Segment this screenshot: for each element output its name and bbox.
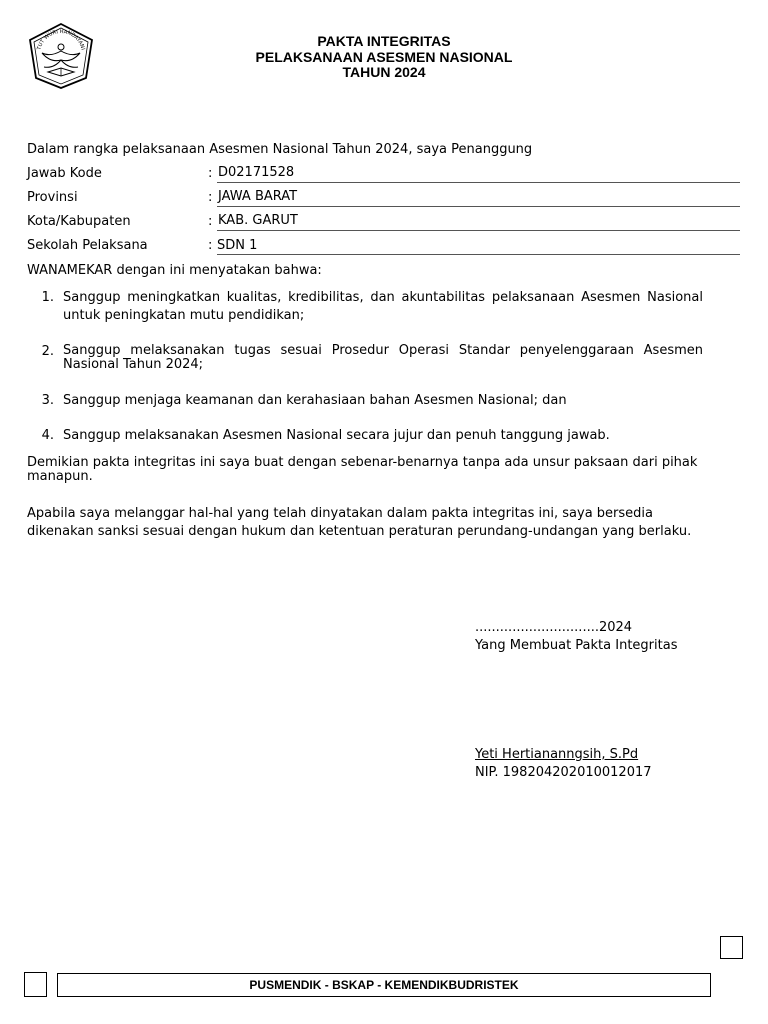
field-label-sekolah: Sekolah Pelaksana xyxy=(27,238,148,253)
statement-item-1: Sanggup meningkatkan kualitas, kredibilitas, dan akuntabilitas pelaksanaan Asesmen Nasional untuk peningkatan mutu pendidikan; xyxy=(63,290,703,323)
svg-text:TUT WURI HANDAYANI: TUT WURI HANDAYANI xyxy=(36,28,86,51)
document-year: TAHUN 2024 xyxy=(342,64,426,80)
field-underline xyxy=(217,254,740,255)
field-label-kode: Jawab Kode xyxy=(27,166,102,181)
corner-marker-box xyxy=(24,972,47,997)
intro-text: Dalam rangka pelaksanaan Asesmen Nasional Tahun 2024, saya Penanggung xyxy=(27,142,533,157)
signature-maker-label: Yang Membuat Pakta Integritas xyxy=(475,638,678,653)
field-colon: : xyxy=(208,214,213,229)
statement-item-2: Sanggup melaksanakan tugas sesuai Prosedur Operasi Standar penyelenggaraan Asesmen Nasional Tahun 2024; xyxy=(63,343,703,372)
corner-marker-box xyxy=(720,936,743,959)
field-underline xyxy=(217,206,740,207)
signatory-name: Yeti Hertiananngsih, S.Pd xyxy=(475,747,639,762)
field-colon: : xyxy=(208,238,213,253)
field-value-kota: KAB. GARUT xyxy=(218,213,298,228)
footer-banner: PUSMENDIK - BSKAP - KEMENDIKBUDRISTEK xyxy=(57,973,711,997)
signature-date: ..............................2024 xyxy=(475,620,633,635)
closing-paragraph-1: Demikian pakta integritas ini saya buat dengan sebenar-benarnya tanpa ada unsur paksaan dari pihak manapun. xyxy=(27,455,698,484)
field-underline xyxy=(217,182,740,183)
item-number: 3. xyxy=(41,393,54,408)
field-value-sekolah: SDN 1 xyxy=(217,238,258,253)
field-underline xyxy=(217,230,740,231)
closing-paragraph-2: Apabila saya melanggar hal-hal yang telah dinyatakan dalam pakta integritas ini, saya bersedia dikenakan sanksi sesuai dengan hukum dan ketentuan peraturan perundang-undangan yang berlaku. xyxy=(27,506,692,539)
statement-item-4: Sanggup melaksanakan Asesmen Nasional secara jujur dan penuh tanggung jawab. xyxy=(63,428,610,443)
item-number: 4. xyxy=(41,428,54,443)
field-colon: : xyxy=(208,190,213,205)
document-title: PAKTA INTEGRITAS xyxy=(317,33,451,49)
field-label-kota: Kota/Kabupaten xyxy=(27,214,131,229)
field-value-provinsi: JAWA BARAT xyxy=(218,189,298,204)
item-number: 2. xyxy=(41,344,54,359)
field-value-kode: D02171528 xyxy=(218,165,295,180)
signatory-nip: NIP. 198204202010012017 xyxy=(475,765,652,780)
document-subtitle: PELAKSANAAN ASESMEN NASIONAL xyxy=(255,49,513,65)
statement-intro: WANAMEKAR dengan ini menyatakan bahwa: xyxy=(27,263,322,278)
field-label-provinsi: Provinsi xyxy=(27,190,78,205)
item-number: 1. xyxy=(41,290,54,305)
field-colon: : xyxy=(208,166,213,181)
statement-item-3: Sanggup menjaga keamanan dan kerahasiaan bahan Asesmen Nasional; dan xyxy=(63,393,567,408)
